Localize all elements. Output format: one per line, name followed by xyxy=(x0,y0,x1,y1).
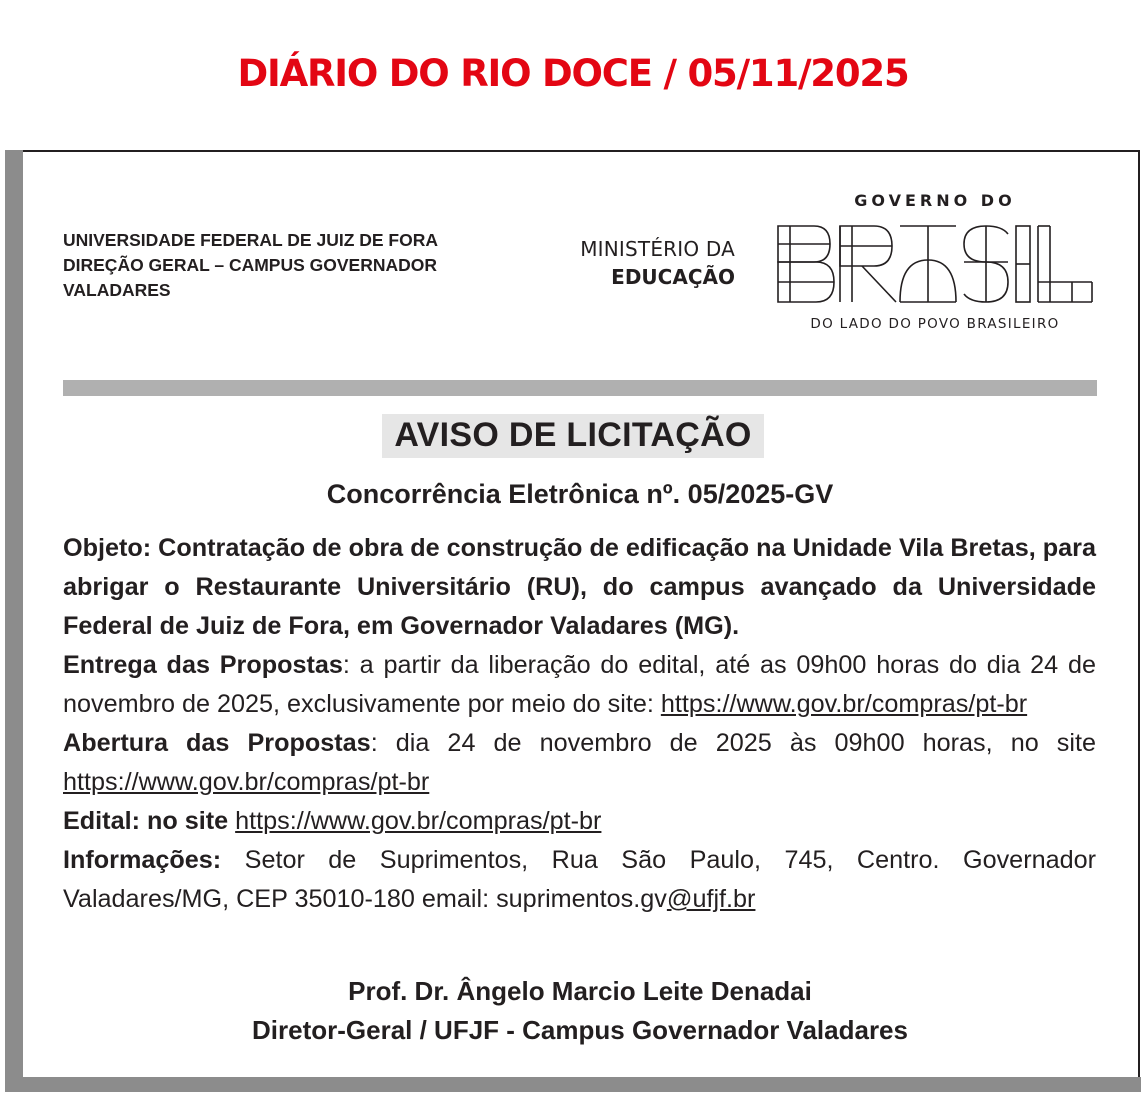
edital-link[interactable]: https://www.gov.br/compras/pt-br xyxy=(235,807,602,835)
edital-paragraph xyxy=(63,802,1096,841)
opening-label: Abertura das Propostas xyxy=(63,729,371,757)
institution-line: DIREÇÃO GERAL – CAMPUS GOVERNADOR xyxy=(63,255,438,275)
institution-line: VALADARES xyxy=(63,280,171,300)
newspaper-masthead: DIÁRIO DO RIO DOCE / 05/11/2025 xyxy=(237,52,909,95)
institution-line: UNIVERSIDADE FEDERAL DE JUIZ DE FORA xyxy=(63,230,438,250)
object-text: Objeto: Contratação de obra de construção de edificação na Unidade Vila Bretas, para abrigar o Restaurante Universitário (RU), do campus avançado da Universidade Federal de Juiz de Fora, em Governador Valadares (MG). xyxy=(63,534,1096,640)
notice-subtitle: Concorrência Eletrônica nº. 05/2025-GV xyxy=(326,479,834,509)
signatory-name: Prof. Dr. Ângelo Marcio Leite Denadai xyxy=(348,976,812,1006)
opening-paragraph xyxy=(63,724,1096,802)
opening-text: : dia 24 de novembro de 2025 às 09h00 horas, no site xyxy=(370,729,1096,757)
delivery-link[interactable]: https://www.gov.br/compras/pt-br xyxy=(660,690,1028,718)
frame-shadow-left xyxy=(5,150,23,1092)
section-divider xyxy=(63,380,1097,396)
delivery-paragraph xyxy=(63,646,1096,724)
ministry-line1: MINISTÉRIO DA xyxy=(580,237,735,261)
signature-block xyxy=(0,972,1146,1050)
info-text: Setor de Suprimentos, Rua São Paulo, 745, Centro. Governador Valadares/MG, CEP 35010-180 email: suprimentos.gv xyxy=(63,846,1096,913)
info-label: Informações: xyxy=(63,846,222,874)
notice-body xyxy=(63,529,1096,919)
info-email-domain[interactable]: @ufjf.br xyxy=(666,885,756,913)
opening-link[interactable]: https://www.gov.br/compras/pt-br xyxy=(63,768,430,796)
government-logo-top: GOVERNO DO xyxy=(854,191,1016,210)
ministry-line2: EDUCAÇÃO xyxy=(611,265,735,289)
delivery-text: : a partir da liberação do edital, até as 09h00 horas do dia 24 de novembro de 2025, exclusivamente por meio do site: xyxy=(63,651,1096,718)
frame-shadow-bottom xyxy=(5,1077,1141,1092)
delivery-label: Entrega das Propostas xyxy=(63,651,343,679)
edital-label: Edital: no site xyxy=(63,807,229,835)
object-paragraph xyxy=(63,529,1096,646)
info-paragraph xyxy=(63,841,1096,919)
ministry-logo xyxy=(520,235,735,291)
signatory-role: Diretor-Geral / UFJF - Campus Governador Valadares xyxy=(252,1015,908,1045)
institution-block xyxy=(63,228,533,303)
government-slogan: DO LADO DO POVO BRASILEIRO xyxy=(810,316,1060,332)
notice-title: AVISO DE LICITAÇÃO xyxy=(382,414,763,458)
brasil-logo-icon xyxy=(776,224,1094,306)
